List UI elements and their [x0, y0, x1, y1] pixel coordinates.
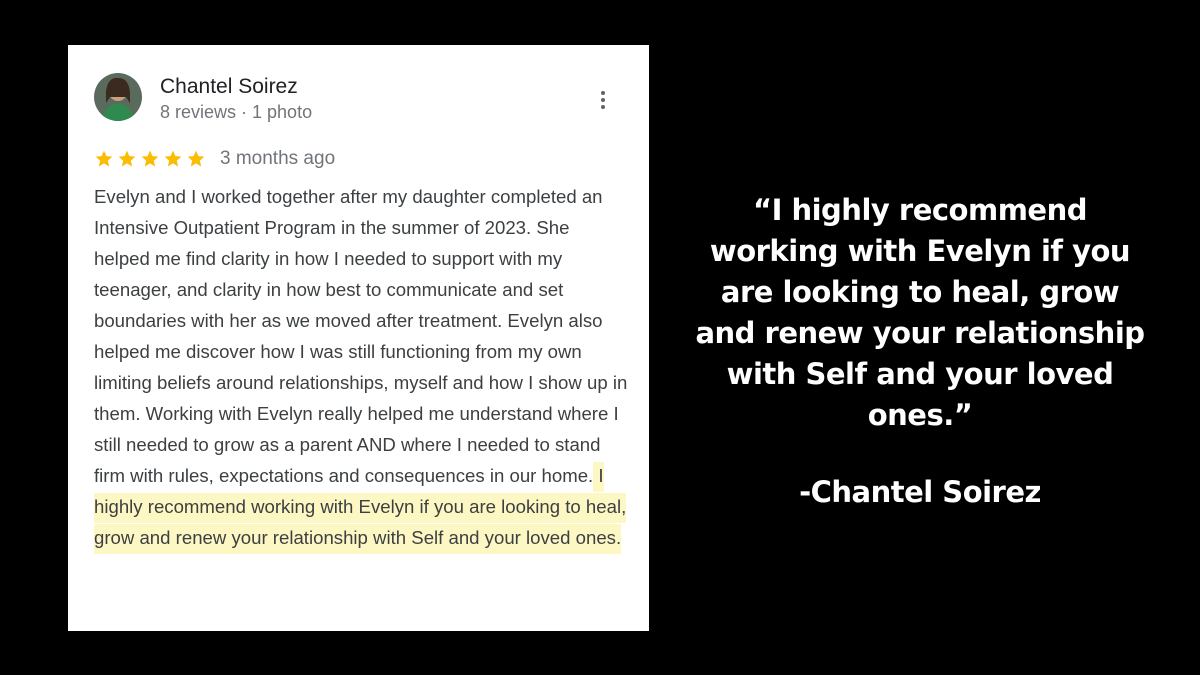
star-icon [140, 149, 160, 169]
avatar-photo [94, 73, 142, 121]
star-icon [94, 149, 114, 169]
star-icon [186, 149, 206, 169]
review-text [94, 181, 629, 553]
star-icon [163, 149, 183, 169]
more-vert-icon[interactable] [596, 89, 610, 111]
star-icon [117, 149, 137, 169]
review-text-highlight: I highly recommend working with Evelyn if you are looking to heal, grow and renew your relationship with Self and your loved ones. [94, 462, 626, 554]
star-rating [94, 149, 206, 169]
rating-row [94, 148, 335, 170]
quote-author: -Chantel Soirez [799, 475, 1041, 509]
reviewer-meta: 8 reviews · 1 photo [160, 102, 313, 122]
review-text-main: Evelyn and I worked together after my daughter completed an Intensive Outpatient Program in the summer of 2023. She helped me find clarity in how I needed to support with my teenager, and clarity in how best to communicate and set boundaries with her as we moved after treatment. Evelyn also helped me discover how I was still functioning from my own limiting beliefs around relationships, myself and how I show up in them. Working with Evelyn really helped me understand where I still needed to grow as a parent AND where I needed to stand firm with rules, expectations and consequences in our home. [94, 186, 628, 486]
pull-quote [690, 190, 1150, 513]
review-card [68, 45, 649, 631]
reviewer-name[interactable]: Chantel Soirez [160, 75, 298, 98]
quote-text: “I highly recommend working with Evelyn if you are looking to heal, grow and renew your relationship with Self and your loved ones.” [695, 193, 1145, 432]
review-time: 3 months ago [220, 148, 336, 169]
avatar[interactable] [94, 73, 142, 121]
